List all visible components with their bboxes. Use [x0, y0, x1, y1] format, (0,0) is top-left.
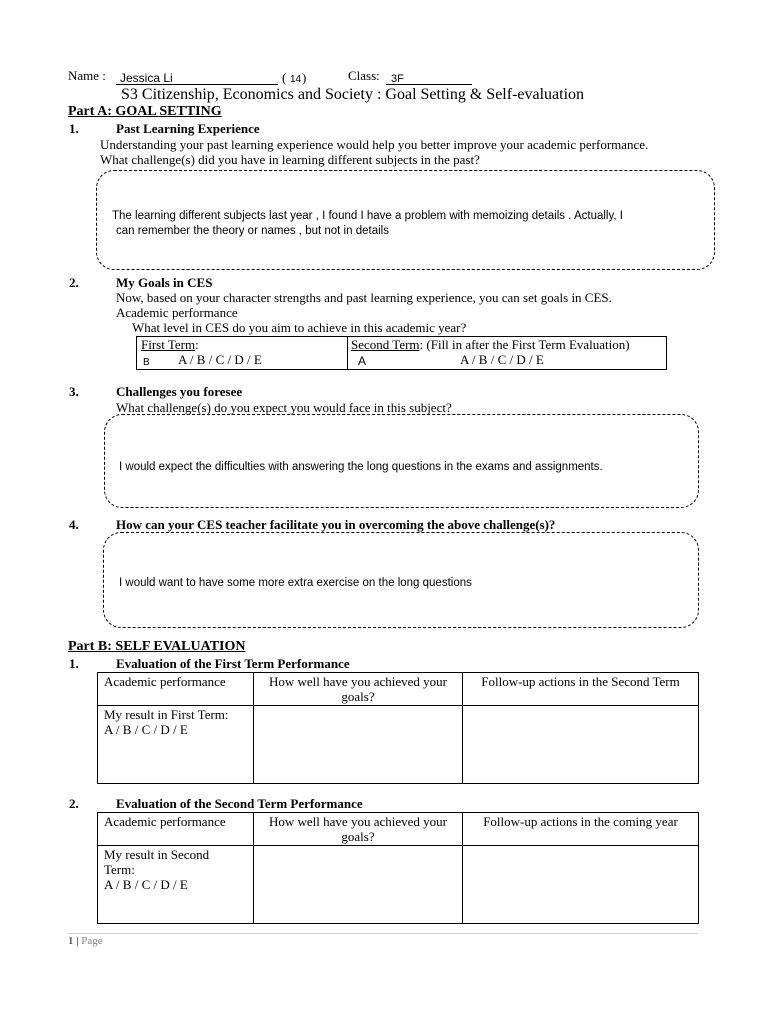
page-word: Page [81, 935, 103, 947]
first-term-answer: B [143, 357, 150, 368]
first-term-colon: : [195, 337, 199, 352]
e1-col-followup: Follow-up actions in the Second Term [463, 673, 699, 706]
e1-table-row [98, 706, 699, 784]
e2-result-grades: A / B / C / D / E [104, 877, 188, 892]
q3-title: Challenges you foresee [116, 384, 243, 399]
q2-intro: Now, based on your character strengths and past learning experience, you can set goals in CES. [116, 290, 612, 305]
class-number: 14 [290, 74, 302, 85]
q1-answer-line-2: can remember the theory or names , but not in details [116, 225, 389, 237]
q1-title: Past Learning Experience [116, 121, 260, 136]
name-underline [116, 84, 278, 85]
class-underline [386, 84, 472, 85]
class-number-paren-close: ) [302, 70, 307, 85]
e2-table-header-row [98, 813, 699, 846]
e1-followup-cell[interactable] [463, 706, 699, 784]
q2-number: 2. [69, 275, 79, 290]
page-number: 1 [68, 935, 74, 947]
e2-title: Evaluation of the Second Term Performance [116, 796, 363, 811]
e1-col-academic: Academic performance [98, 673, 254, 706]
e1-result-label: My result in First Term: [104, 707, 229, 722]
e2-col-academic: Academic performance [98, 813, 254, 846]
e1-table [97, 672, 699, 784]
name-label: Name : [68, 68, 106, 83]
second-term-grades: A / B / C / D / E [460, 352, 544, 367]
e1-result-cell [98, 706, 254, 784]
name-value: Jessica Li [120, 71, 173, 85]
page-separator: | [76, 935, 79, 947]
q3-number: 3. [69, 384, 79, 399]
second-term-cell-label [351, 337, 630, 353]
q3-answer: I would expect the difficulties with answering the long questions in the exams and assignments. [119, 461, 603, 473]
footer [68, 935, 103, 947]
e1-result-grades: A / B / C / D / E [104, 722, 188, 737]
class-number-paren-open: ( [282, 70, 287, 85]
e1-number: 1. [69, 656, 79, 671]
footer-rule [68, 933, 698, 934]
e1-table-header-row [98, 673, 699, 706]
part-b-heading: Part B: SELF EVALUATION [68, 639, 246, 654]
first-term-label: First Term [141, 337, 196, 352]
goals-table-divider [347, 337, 348, 369]
e2-table [97, 812, 699, 924]
e2-followup-cell[interactable] [463, 846, 699, 924]
e1-achieved-cell[interactable] [254, 706, 463, 784]
first-term-grades: A / B / C / D / E [178, 352, 262, 367]
e1-col-achieved: How well have you achieved your goals? [254, 673, 463, 706]
q2-question: What level in CES do you aim to achieve in this academic year? [132, 320, 467, 335]
second-term-note: : (Fill in after the First Term Evaluation) [419, 337, 630, 352]
e2-achieved-cell[interactable] [254, 846, 463, 924]
q4-title: How can your CES teacher facilitate you in overcoming the above challenge(s)? [116, 517, 556, 532]
e2-number: 2. [69, 796, 79, 811]
class-label: Class: [348, 68, 380, 83]
q1-answer-line-1: The learning different subjects last year , I found I have a problem with memoizing details . Actually, I [112, 210, 623, 222]
e2-col-followup: Follow-up actions in the coming year [463, 813, 699, 846]
second-term-answer: A [358, 354, 367, 368]
q1-number: 1. [69, 121, 79, 136]
q2-title: My Goals in CES [116, 275, 213, 290]
q3-question: What challenge(s) do you expect you would face in this subject? [116, 400, 452, 415]
e2-col-achieved: How well have you achieved your goals? [254, 813, 463, 846]
part-a-heading: Part A: GOAL SETTING [68, 104, 222, 119]
e2-table-row [98, 846, 699, 924]
q1-question: What challenge(s) did you have in learning different subjects in the past? [100, 152, 480, 167]
class-value: 3F [391, 73, 404, 85]
e2-result-cell [98, 846, 254, 924]
second-term-label: Second Term [351, 337, 420, 352]
e2-result-label: My result in Second Term: [104, 847, 210, 877]
q4-number: 4. [69, 517, 79, 532]
first-term-cell-label [141, 337, 199, 353]
q4-answer: I would want to have some more extra exercise on the long questions [119, 577, 472, 589]
q2-sub: Academic performance [116, 305, 238, 320]
page-title: S3 Citizenship, Economics and Society : Goal Setting & Self-evaluation [121, 86, 585, 103]
e1-title: Evaluation of the First Term Performance [116, 656, 350, 671]
q1-intro: Understanding your past learning experience would help you better improve your academic performance. [100, 137, 649, 152]
